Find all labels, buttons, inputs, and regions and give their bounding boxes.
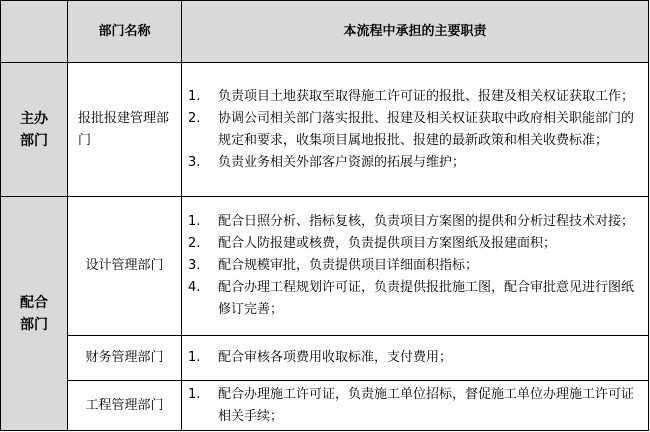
dept-name: 财务管理部门	[85, 350, 164, 365]
role-support	[1, 197, 68, 431]
header-dept-name: 部门名称	[68, 1, 182, 63]
dept-name: 报批报建管理部门	[78, 110, 170, 148]
list-item: 3. 配合规模审批，负责提供项目详细面积指标；	[188, 258, 479, 273]
list-item: 3. 负责业务相关外部客户资源的拓展与维护；	[188, 154, 466, 170]
list-item: 4. 配合办理工程规划许可证，负责提供报批施工图，配合审批意见进行图纸修订完善；	[188, 280, 635, 317]
dept-cell	[68, 197, 182, 336]
duties-cell	[182, 63, 649, 197]
dept-cell	[68, 63, 182, 197]
header-duties: 本流程中承担的主要职责	[182, 1, 649, 63]
header-row	[1, 1, 649, 63]
table-row	[1, 63, 649, 197]
list-item: 2. 配合人防报建或核费，负责提供项目方案图纸及报建面积；	[188, 236, 557, 251]
duties-cell	[182, 197, 649, 336]
role-label: 主办部门	[19, 110, 48, 149]
list-item: 1. 负责项目土地获取至取得施工许可证的报批、报建及相关权证获取工作；	[188, 88, 635, 104]
table-row	[1, 381, 649, 431]
dept-cell	[68, 336, 182, 381]
table-row	[1, 336, 649, 381]
list-item: 2. 协调公司相关部门落实报批、报建及相关权证获取中政府相关职能部门的规定和要求，收集项目属地报批、报建的最新政策和相关收费标准；	[188, 110, 635, 148]
list-item: 1. 配合审核各项费用收取标准，支付费用；	[188, 350, 453, 365]
header-blank	[1, 1, 68, 63]
dept-name: 设计管理部门	[85, 258, 164, 273]
list-item: 1. 配合办理施工许可证，负责施工单位招标，督促施工单位办理施工许可证相关手续；	[188, 386, 635, 424]
duties-cell	[182, 336, 649, 381]
dept-name: 工程管理部门	[85, 397, 164, 413]
duties-cell	[182, 381, 649, 431]
role-lead	[1, 63, 68, 197]
list-item: 1. 配合日照分析、指标复核，负责项目方案图的提供和分析过程技术对接；	[188, 214, 635, 229]
role-label: 配合部门	[19, 294, 48, 333]
dept-cell	[68, 381, 182, 431]
table-row	[1, 197, 649, 336]
